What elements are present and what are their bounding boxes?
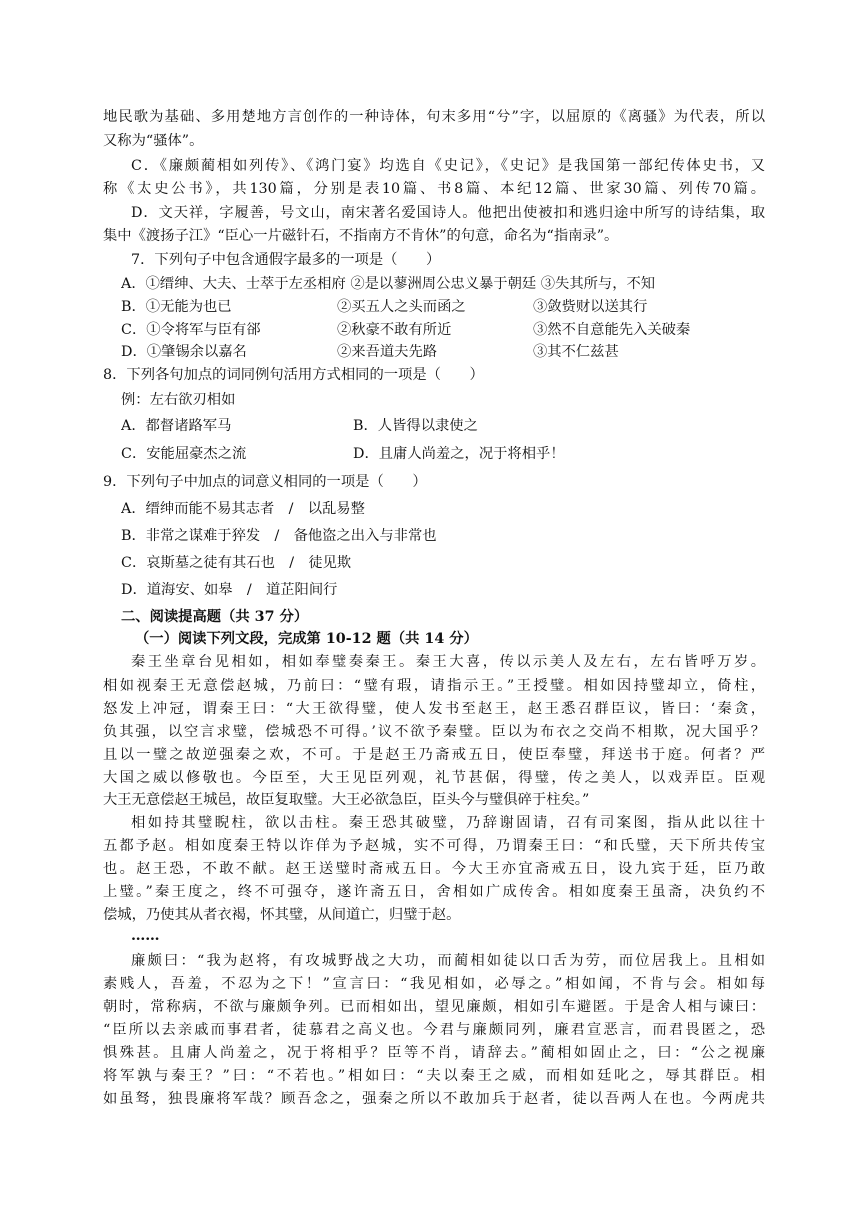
passage-p1-line-1: 秦王坐章台见相如，相如奉璧奏秦王。秦王大喜，传以示美人及左右，左右皆呼万岁。 — [131, 654, 765, 670]
q7-option-c-3: ③然不自意能先入关破秦 — [533, 322, 691, 338]
q7-option-d-1: D．①肇锡余以嘉名 — [121, 344, 247, 360]
q8-option-c: C．安能屈豪杰之流 — [121, 446, 247, 462]
q7-option-b-1: B．①无能为也已 — [121, 299, 232, 315]
q7-option-d-3: ③其不仁兹甚 — [533, 344, 619, 360]
q9-option-b: B．非常之谋难于猝发 / 备他盗之出入与非常也 — [121, 528, 437, 544]
passage-p1-line-5: 且以一璧之故逆强秦之欢，不可。于是赵王乃斋戒五日，使臣奉璧，拜送书于庭。何者？严 — [103, 747, 765, 763]
passage-p3-line-2: 素贱人，吾羞，不忍为之下！”宣言曰：“我见相如，必辱之。”相如闻，不肯与会。相如每 — [103, 976, 765, 992]
q8-option-a: A．都督诸路军马 — [121, 418, 232, 434]
passage-p1-line-3: 怒发上冲冠，谓秦王曰：“大王欲得璧，使人发书至赵王，赵王悉召群臣议，皆曰：‘秦贪， — [103, 701, 765, 717]
q7-option-b-3: ③敛赀财以送其行 — [533, 299, 648, 315]
q8-example: 例：左右欲刃相如 — [121, 392, 236, 408]
q7-option-a: A．①缙绅、大夫、士萃于左丞相府 ②是以蓼洲周公忠义暴于朝廷 ③失其所与，不知 — [121, 276, 656, 292]
passage-p2-line-4: 上璧。”秦王度之，终不可强夺，遂许斋五日，舍相如广成传舍。相如度秦王虽斋，决负约不 — [103, 884, 765, 900]
q7-option-b-2: ②买五人之头而函之 — [337, 299, 466, 315]
section-title: 二、阅读提高题（共 37 分） — [121, 609, 309, 625]
passage-p3-line-3: 朝时，常称病，不欲与廉颇争列。已而相如出，望见廉颇，相如引车避匿。于是舍人相与谏曰： — [103, 999, 765, 1015]
q8-option-d: D．且庸人尚羞之，况于将相乎！ — [353, 446, 565, 462]
intro-line-2: 又称为“骚体”。 — [103, 133, 204, 149]
passage-p3-line-5: 惧殊甚。且庸人尚羞之，况于将相乎？臣等不肖，请辞去。”蔺相如固止之，曰：“公之视廉 — [103, 1045, 765, 1061]
section-subtitle: （一）阅读下列文段，完成第 10-12 题（共 14 分） — [135, 631, 478, 647]
q7-option-c-1: C．①令将军与臣有郤 — [121, 322, 261, 338]
passage-p2-line-3: 也。赵王恐，不敢不献。赵王送璧时斋戒五日。今大王亦宜斋戒五日，设九宾于廷，臣乃敢 — [103, 861, 765, 877]
passage-p3-line-7: 如虽驽，独畏廉将军哉？顾吾念之，强秦之所以不敢加兵于赵者，徒以吾两人在也。今两虎共 — [103, 1091, 765, 1107]
passage-p3-line-1: 廉颇曰：“我为赵将，有攻城野战之大功，而蔺相如徒以口舌为劳，而位居我上。且相如 — [131, 953, 765, 969]
q6-option-c-line-1: C．《廉颇蔺相如列传》、《鸿门宴》均选自《史记》，《史记》是我国第一部纪传体史书，又 — [131, 158, 765, 174]
q6-option-c-line-2: 称《太史公书》，共130篇，分别是表10篇、书8篇、本纪12篇、世家30篇、列传70篇。 — [103, 181, 765, 197]
passage-p3-line-6: 将军孰与秦王？”曰：“不若也。”相如曰：“夫以秦王之威，而相如廷叱之，辱其群臣。相 — [103, 1068, 765, 1084]
passage-p2-line-1: 相如持其璧睨柱，欲以击柱。秦王恐其破璧，乃辞谢固请，召有司案图，指从此以往十 — [131, 815, 765, 831]
passage-p2-line-5: 偿城，乃使其从者衣褐，怀其璧，从间道亡，归璧于赵。 — [103, 907, 461, 923]
q7-option-d-2: ②来吾道夫先路 — [337, 344, 438, 360]
q8-stem: 8．下列各句加点的词同例句活用方式相同的一项是（ ） — [103, 367, 484, 383]
q8-option-b: B．人皆得以隶使之 — [353, 418, 478, 434]
q6-option-d-line-2: 集中《渡扬子江》“臣心一片磁针石，不指南方不肯休”的句意，命名为“指南录”。 — [103, 228, 619, 244]
q7-option-c-2: ②秋豪不敢有所近 — [337, 322, 452, 338]
q9-option-d: D．道海安、如皋 / 道芷阳间行 — [121, 582, 338, 598]
q9-stem: 9．下列句子中加点的词意义相同的一项是（ ） — [103, 474, 427, 490]
q7-stem: 7．下列句子中包含通假字最多的一项是（ ） — [131, 252, 441, 268]
passage-p2-line-2: 五都予赵。相如度秦王特以诈佯为予赵城，实不可得，乃谓秦王曰：“和氏璧，天下所共传宝 — [103, 838, 765, 854]
passage-p3-line-4: “臣所以去亲戚而事君者，徒慕君之高义也。今君与廉颇同列，廉君宣恶言，而君畏匿之，恐 — [103, 1022, 765, 1038]
passage-p1-line-4: 负其强，以空言求璧，偿城恐不可得。’议不欲予秦璧。臣以为布衣之交尚不相欺，况大国乎？ — [103, 724, 765, 740]
intro-line-1: 地民歌为基础、多用楚地方言创作的一种诗体，句末多用“兮”字，以屈原的《离骚》为代表，所以 — [103, 109, 765, 125]
q9-option-c: C．哀斯墓之徒有其石也 / 徒见欺 — [121, 555, 352, 571]
q9-option-a: A．缙绅而能不易其志者 / 以乱易整 — [121, 501, 365, 517]
passage-p1-line-7: 大王无意偿赵王城邑，故臣复取璧。大王必欲急臣，臣头今与璧俱碎于柱矣。” — [103, 792, 590, 808]
passage-p1-line-2: 相如视秦王无意偿赵城，乃前曰：“璧有瑕，请指示王。”王授璧。相如因持璧却立，倚柱， — [103, 678, 765, 694]
q6-option-d-line-1: D．文天祥，字履善，号文山，南宋著名爱国诗人。他把出使被扣和逃归途中所写的诗结集，取 — [131, 205, 765, 221]
passage-p1-line-6: 大国之威以修敬也。今臣至，大王见臣列观，礼节甚倨，得璧，传之美人，以戏弄臣。臣观 — [103, 770, 765, 786]
passage-ellipsis: …… — [131, 928, 160, 944]
